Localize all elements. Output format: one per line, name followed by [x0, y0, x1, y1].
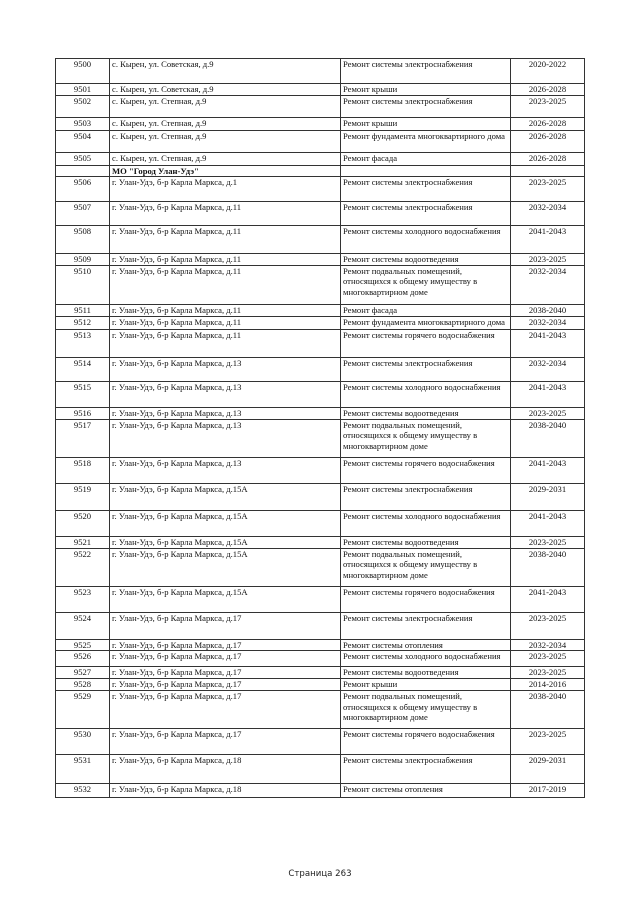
table-body: [56, 59, 585, 798]
row-work-type: Ремонт системы электроснабжения: [341, 755, 511, 784]
row-period: 2032-2034: [511, 202, 585, 226]
section-title: МО "Город Улан-Удэ": [110, 166, 341, 177]
row-period: 2038-2040: [511, 691, 585, 729]
table-row: [56, 729, 585, 755]
row-period: 2026-2028: [511, 84, 585, 96]
row-work-type: Ремонт крыши: [341, 84, 511, 96]
row-period: 2023-2025: [511, 408, 585, 420]
row-number: 9518: [56, 458, 110, 484]
row-number: 9504: [56, 131, 110, 153]
row-number: 9522: [56, 549, 110, 587]
row-work-type: Ремонт системы электроснабжения: [341, 358, 511, 382]
table-row: [56, 84, 585, 96]
row-work-type: Ремонт крыши: [341, 118, 511, 131]
row-work-type: Ремонт системы горячего водоснабжения: [341, 729, 511, 755]
row-address: с. Кырен, ул. Степная, д.9: [110, 118, 341, 131]
row-work-type: Ремонт системы холодного водоснабжения: [341, 511, 511, 537]
row-work-type: Ремонт системы отопления: [341, 640, 511, 651]
row-work-type: Ремонт системы электроснабжения: [341, 96, 511, 118]
row-number: 9505: [56, 153, 110, 166]
row-period: 2041-2043: [511, 458, 585, 484]
row-address: г. Улан-Удэ, б-р Карла Маркса, д.11: [110, 226, 341, 254]
row-work-type: Ремонт фундамента многоквартирного дома: [341, 131, 511, 153]
row-period: 2041-2043: [511, 382, 585, 408]
row-address: г. Улан-Удэ, б-р Карла Маркса, д.18: [110, 755, 341, 784]
table-row: [56, 613, 585, 640]
row-number: 9506: [56, 177, 110, 202]
row-number: 9508: [56, 226, 110, 254]
row-period: 2038-2040: [511, 549, 585, 587]
table-row: [56, 226, 585, 254]
row-number: 9512: [56, 317, 110, 330]
row-work-type: Ремонт подвальных помещений, относящихся к общему имуществу в многоквартирном доме: [341, 549, 511, 587]
row-period: 2023-2025: [511, 177, 585, 202]
table-row: [56, 59, 585, 84]
row-address: г. Улан-Удэ, б-р Карла Маркса, д.13: [110, 458, 341, 484]
row-period: 2023-2025: [511, 667, 585, 679]
row-period: 2041-2043: [511, 226, 585, 254]
row-address: г. Улан-Удэ, б-р Карла Маркса, д.11: [110, 305, 341, 317]
table-row: [56, 177, 585, 202]
row-address: с. Кырен, ул. Степная, д.9: [110, 153, 341, 166]
row-work-type: Ремонт крыши: [341, 679, 511, 691]
row-address: г. Улан-Удэ, б-р Карла Маркса, д.15А: [110, 511, 341, 537]
row-address: г. Улан-Удэ, б-р Карла Маркса, д.17: [110, 667, 341, 679]
table-row: [56, 784, 585, 798]
row-address: г. Улан-Удэ, б-р Карла Маркса, д.17: [110, 613, 341, 640]
row-number: 9524: [56, 613, 110, 640]
table-row: [56, 96, 585, 118]
row-period: 2014-2016: [511, 679, 585, 691]
row-work-type: Ремонт подвальных помещений, относящихся к общему имуществу в многоквартирном доме: [341, 266, 511, 305]
row-work-type: Ремонт системы горячего водоснабжения: [341, 330, 511, 358]
table-row: [56, 667, 585, 679]
table-row: [56, 651, 585, 667]
row-number: 9525: [56, 640, 110, 651]
row-period: 2029-2031: [511, 484, 585, 511]
section-row: [56, 166, 585, 177]
row-work-type: Ремонт фасада: [341, 153, 511, 166]
table-row: [56, 511, 585, 537]
table-row: [56, 305, 585, 317]
row-period: 2020-2022: [511, 59, 585, 84]
row-address: с. Кырен, ул. Степная, д.9: [110, 96, 341, 118]
row-address: г. Улан-Удэ, б-р Карла Маркса, д.17: [110, 640, 341, 651]
row-number: 9523: [56, 587, 110, 613]
row-address: с. Кырен, ул. Советская, д.9: [110, 59, 341, 84]
row-address: г. Улан-Удэ, б-р Карла Маркса, д.11: [110, 254, 341, 266]
row-number: 9526: [56, 651, 110, 667]
row-address: г. Улан-Удэ, б-р Карла Маркса, д.15А: [110, 587, 341, 613]
row-address: с. Кырен, ул. Советская, д.9: [110, 84, 341, 96]
table-row: [56, 640, 585, 651]
row-work-type: Ремонт системы электроснабжения: [341, 613, 511, 640]
row-number: 9528: [56, 679, 110, 691]
row-number: 9529: [56, 691, 110, 729]
row-work-type: Ремонт системы водоотведения: [341, 408, 511, 420]
row-period: 2023-2025: [511, 254, 585, 266]
row-address: г. Улан-Удэ, б-р Карла Маркса, д.11: [110, 330, 341, 358]
row-address: г. Улан-Удэ, б-р Карла Маркса, д.17: [110, 691, 341, 729]
row-work-type: Ремонт системы электроснабжения: [341, 202, 511, 226]
row-number: [56, 166, 110, 177]
table-row: [56, 420, 585, 458]
row-number: 9532: [56, 784, 110, 798]
row-address: г. Улан-Удэ, б-р Карла Маркса, д.13: [110, 358, 341, 382]
table-row: [56, 679, 585, 691]
table-row: [56, 587, 585, 613]
row-period: 2032-2034: [511, 640, 585, 651]
row-number: 9500: [56, 59, 110, 84]
repair-schedule-table: [55, 58, 585, 798]
row-number: 9502: [56, 96, 110, 118]
row-number: 9527: [56, 667, 110, 679]
row-address: с. Кырен, ул. Степная, д.9: [110, 131, 341, 153]
row-work-type: Ремонт системы холодного водоснабжения: [341, 226, 511, 254]
table-row: [56, 484, 585, 511]
row-address: г. Улан-Удэ, б-р Карла Маркса, д.13: [110, 420, 341, 458]
row-work-type: Ремонт системы горячего водоснабжения: [341, 458, 511, 484]
row-number: 9507: [56, 202, 110, 226]
table-row: [56, 358, 585, 382]
table-row: [56, 330, 585, 358]
row-address: г. Улан-Удэ, б-р Карла Маркса, д.11: [110, 202, 341, 226]
row-work-type: [341, 166, 511, 177]
row-period: 2032-2034: [511, 358, 585, 382]
row-period: 2029-2031: [511, 755, 585, 784]
table-row: [56, 317, 585, 330]
table-row: [56, 131, 585, 153]
row-work-type: Ремонт фасада: [341, 305, 511, 317]
row-number: 9515: [56, 382, 110, 408]
row-work-type: Ремонт фундамента многоквартирного дома: [341, 317, 511, 330]
row-work-type: Ремонт системы водоотведения: [341, 254, 511, 266]
row-period: 2023-2025: [511, 96, 585, 118]
row-number: 9521: [56, 537, 110, 549]
row-work-type: Ремонт системы электроснабжения: [341, 59, 511, 84]
row-address: г. Улан-Удэ, б-р Карла Маркса, д.15А: [110, 549, 341, 587]
row-period: 2023-2025: [511, 613, 585, 640]
row-number: 9509: [56, 254, 110, 266]
row-address: г. Улан-Удэ, б-р Карла Маркса, д.15А: [110, 484, 341, 511]
row-number: 9511: [56, 305, 110, 317]
row-number: 9530: [56, 729, 110, 755]
row-number: 9516: [56, 408, 110, 420]
table-row: [56, 382, 585, 408]
row-work-type: Ремонт системы водоотведения: [341, 667, 511, 679]
row-number: 9519: [56, 484, 110, 511]
row-period: 2041-2043: [511, 330, 585, 358]
row-work-type: Ремонт системы электроснабжения: [341, 484, 511, 511]
table-row: [56, 118, 585, 131]
table-row: [56, 458, 585, 484]
row-number: 9510: [56, 266, 110, 305]
row-period: 2041-2043: [511, 511, 585, 537]
table-row: [56, 266, 585, 305]
row-address: г. Улан-Удэ, б-р Карла Маркса, д.1: [110, 177, 341, 202]
row-period: 2032-2034: [511, 317, 585, 330]
row-number: 9520: [56, 511, 110, 537]
table-row: [56, 537, 585, 549]
row-period: 2023-2025: [511, 537, 585, 549]
row-address: г. Улан-Удэ, б-р Карла Маркса, д.11: [110, 266, 341, 305]
table-row: [56, 549, 585, 587]
row-period: 2023-2025: [511, 651, 585, 667]
row-number: 9503: [56, 118, 110, 131]
row-work-type: Ремонт системы водоотведения: [341, 537, 511, 549]
row-address: г. Улан-Удэ, б-р Карла Маркса, д.17: [110, 729, 341, 755]
table-row: [56, 153, 585, 166]
row-period: 2023-2025: [511, 729, 585, 755]
page-number: Страница 263: [288, 869, 352, 879]
row-period: 2038-2040: [511, 420, 585, 458]
row-work-type: Ремонт подвальных помещений, относящихся к общему имуществу в многоквартирном доме: [341, 691, 511, 729]
table-row: [56, 202, 585, 226]
row-work-type: Ремонт системы холодного водоснабжения: [341, 651, 511, 667]
row-work-type: Ремонт подвальных помещений, относящихся к общему имуществу в многоквартирном доме: [341, 420, 511, 458]
row-work-type: Ремонт системы холодного водоснабжения: [341, 382, 511, 408]
row-period: 2032-2034: [511, 266, 585, 305]
row-period: 2041-2043: [511, 587, 585, 613]
row-work-type: Ремонт системы электроснабжения: [341, 177, 511, 202]
table-row: [56, 691, 585, 729]
row-number: 9513: [56, 330, 110, 358]
table-row: [56, 254, 585, 266]
row-period: 2026-2028: [511, 118, 585, 131]
row-work-type: Ремонт системы горячего водоснабжения: [341, 587, 511, 613]
row-number: 9514: [56, 358, 110, 382]
row-work-type: Ремонт системы отопления: [341, 784, 511, 798]
table-row: [56, 755, 585, 784]
row-number: 9531: [56, 755, 110, 784]
row-address: г. Улан-Удэ, б-р Карла Маркса, д.11: [110, 317, 341, 330]
row-period: 2038-2040: [511, 305, 585, 317]
row-period: 2026-2028: [511, 153, 585, 166]
row-number: 9517: [56, 420, 110, 458]
row-address: г. Улан-Удэ, б-р Карла Маркса, д.13: [110, 408, 341, 420]
table-row: [56, 408, 585, 420]
row-address: г. Улан-Удэ, б-р Карла Маркса, д.18: [110, 784, 341, 798]
row-address: г. Улан-Удэ, б-р Карла Маркса, д.15А: [110, 537, 341, 549]
row-address: г. Улан-Удэ, б-р Карла Маркса, д.17: [110, 679, 341, 691]
row-period: 2017-2019: [511, 784, 585, 798]
row-number: 9501: [56, 84, 110, 96]
row-address: г. Улан-Удэ, б-р Карла Маркса, д.17: [110, 651, 341, 667]
row-period: 2026-2028: [511, 131, 585, 153]
row-address: г. Улан-Удэ, б-р Карла Маркса, д.13: [110, 382, 341, 408]
row-period: [511, 166, 585, 177]
